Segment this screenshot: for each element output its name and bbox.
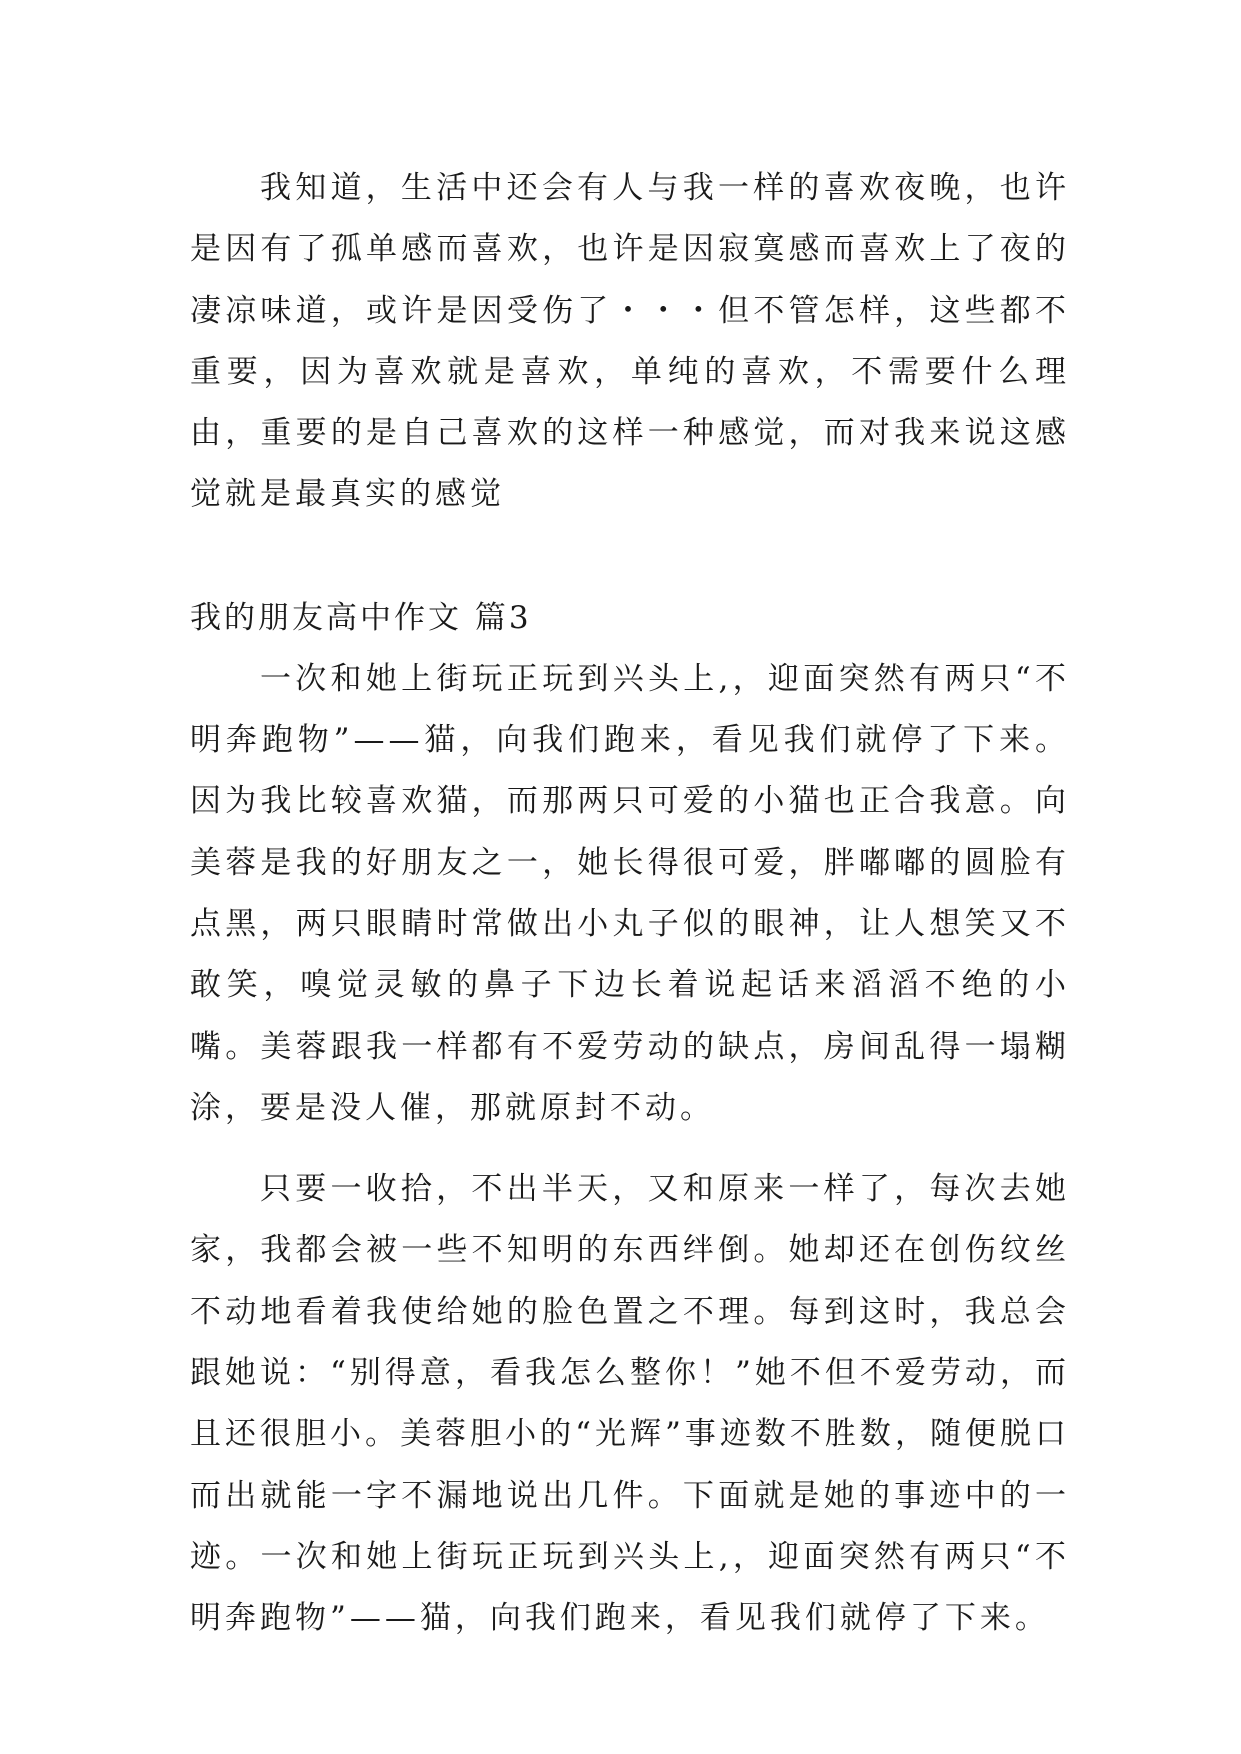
paragraph-night: 我知道，生活中还会有人与我一样的喜欢夜晚，也许是因有了孤单感而喜欢，也许是因寂寞感而喜欢上了夜的凄凉味道，或许是因受伤了・・・但不管怎样，这些都不重要，因为喜欢就是喜欢，单纯的喜欢，不需要什么理由，重要的是自己喜欢的这样一种感觉，而对我来说这感觉就是最真实的感觉 bbox=[190, 170, 1070, 513]
section-title: 我的朋友高中作文 篇3 bbox=[190, 599, 532, 636]
paragraph-friend-intro: 一次和她上街玩正玩到兴头上,，迎面突然有两只“不明奔跑物”——猫，向我们跑来，看见我们就停了下来。因为我比较喜欢猫，而那两只可爱的小猫也正合我意。向美蓉是我的好朋友之一，她长得很可爱，胖嘟嘟的圆脸有点黑，两只眼睛时常做出小丸子似的眼神，让人想笑又不敢笑，嗅觉灵敏的鼻子下边长着说起话来滔滔不绝的小嘴。美蓉跟我一样都有不爱劳动的缺点，房间乱得一塌糊涂，要是没人催，那就原封不动。 bbox=[190, 660, 1070, 1126]
document-body bbox=[190, 158, 1070, 1650]
paragraph-friend-habits: 只要一收拾，不出半天，又和原来一样了，每次去她家，我都会被一些不知明的东西绊倒。她却还在创伤纹丝不动地看着我使给她的脸色置之不理。每到这时，我总会跟她说：“别得意，看我怎么整你！”她不但不爱劳动，而且还很胆小。美蓉胆小的“光辉”事迹数不胜数，随便脱口而出就能一字不漏地说出几件。下面就是她的事迹中的一迹。一次和她上街玩正玩到兴头上,，迎面突然有两只“不明奔跑物”——猫，向我们跑来，看见我们就停了下来。 bbox=[190, 1171, 1070, 1637]
